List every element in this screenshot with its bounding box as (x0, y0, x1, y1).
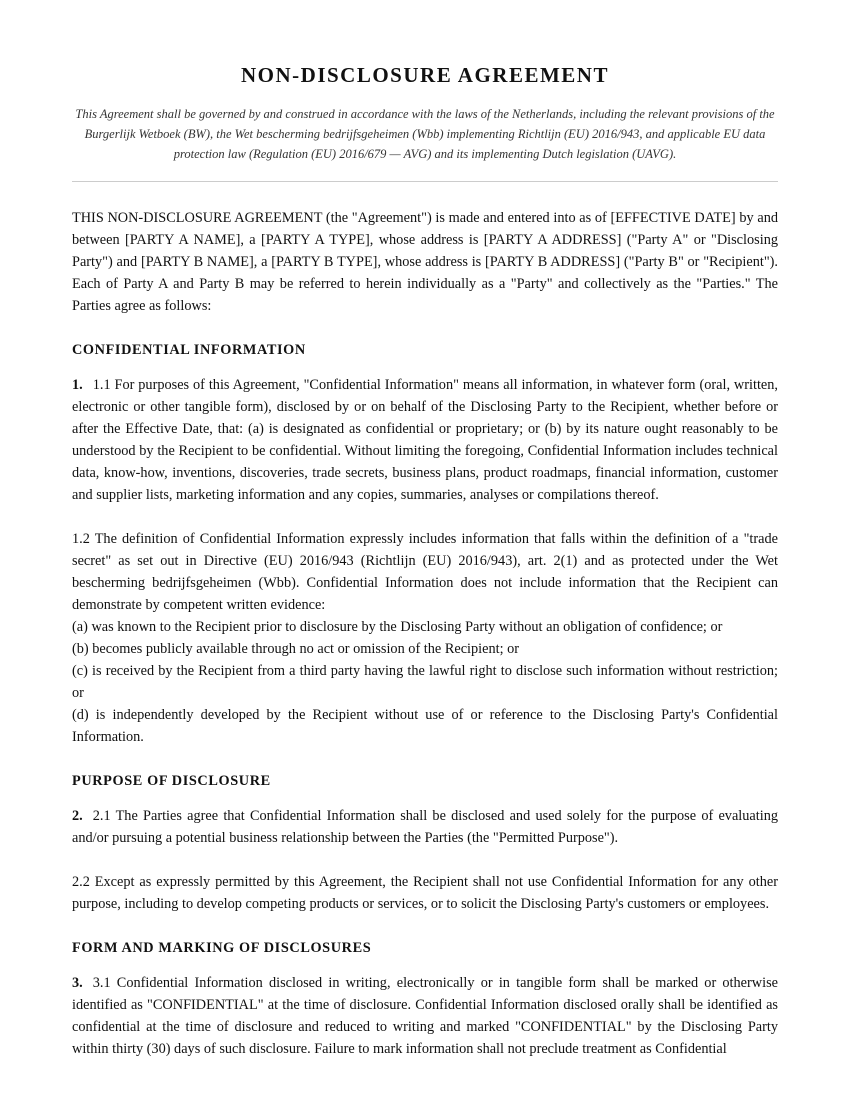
clause-text: 1.1 For purposes of this Agreement, "Confidential Information" means all information, in whatever form (oral, written, electronic or other tangible form), disclosed by or on behalf of the Disclosing Party to the Recipient, whether before or after the Effective Date, that: (a) is designated as confidential or proprietary; or (b) by its nature ought reasonably to be understood by the Recipient to be confidential. Without limiting the foregoing, Confidential Information includes technical data, know-how, inventions, discoveries, trade secrets, business plans, product roadmaps, financial information, customer and supplier lists, marketing information and any copies, summaries, analyses or compilations thereof. (72, 377, 778, 503)
document-title: NON-DISCLOSURE AGREEMENT (241, 63, 609, 87)
clause-text: 2.1 The Parties agree that Confidential Information shall be disclosed and used solely for the purpose of evaluating and/or pursuing a potential business relationship between the Parties (the "Permitted Purpose"). (72, 808, 778, 846)
clause-3-1 (72, 972, 778, 1060)
clause-number: 3. (72, 975, 83, 991)
clause-2-1 (72, 805, 778, 849)
document-page (72, 0, 778, 1060)
exception-item: (c) is received by the Recipient from a third party having the lawful right to disclose such information without restriction; or (72, 663, 778, 701)
clause-number: 1. (72, 377, 83, 393)
clause-2-2: 2.2 Except as expressly permitted by this Agreement, the Recipient shall not use Confidential Information for any other purpose, including to develop competing products or services, or to solicit the Disclosing Party's customers or employees. (72, 874, 778, 912)
exception-item: (b) becomes publicly available through no act or omission of the Recipient; or (72, 641, 520, 657)
intro-paragraph: THIS NON-DISCLOSURE AGREEMENT (the "Agreement") is made and entered into as of [EFFECTIVE DATE] by and between [PARTY A NAME], a [PARTY A TYPE], whose address is [PARTY A ADDRESS] ("Party A" or "Disclosing Party") and [PARTY B NAME], a [PARTY B TYPE], whose address is [PARTY B ADDRESS] ("Party B" or "Recipient"). Each of Party A and Party B may be referred to herein individually as a "Party" and collectively as the "Parties." The Parties agree as follows: (72, 210, 778, 314)
clause-1-1 (72, 374, 778, 506)
clause-text: 3.1 Confidential Information disclosed in writing, electronically or in tangible form shall be marked or otherwise identified as "CONFIDENTIAL" at the time of disclosure. Confidential Information disclosed orally shall be identified as confidential at the time of disclosure and reduced to writing and marked "CONFIDENTIAL" by the Disclosing Party within thirty (30) days of such disclosure. Failure to mark information shall not preclude treatment as Confidential (72, 975, 778, 1057)
section-heading-purpose-of-disclosure: PURPOSE OF DISCLOSURE (72, 773, 271, 789)
clause-1-2: 1.2 The definition of Confidential Information expressly includes information that falls within the definition of a "trade secret" as set out in Directive (EU) 2016/943 (Richtlijn (EU) 2016/943), art. 2(1) and as protected under the Wet bescherming bedrijfsgeheimen (Wbb). Confidential Information does not include information that the Recipient can demonstrate by competent written evidence: (72, 531, 778, 613)
governing-law-note: This Agreement shall be governed by and construed in accordance with the laws of the Netherlands, including the relevant provisions of the Burgerlijk Wetboek (BW), the Wet bescherming bedrijfsgeheimen (Wbb) implementing Richtlijn (EU) 2016/943, and applicable EU data protection law (Regulation (EU) 2016/679 — AVG) and its implementing Dutch legislation (UAVG). (75, 107, 775, 161)
clause-number: 2. (72, 808, 83, 824)
exception-item: (a) was known to the Recipient prior to disclosure by the Disclosing Party without an obligation of confidence; or (72, 619, 723, 635)
header-divider (72, 181, 778, 182)
section-heading-confidential-information: CONFIDENTIAL INFORMATION (72, 342, 306, 358)
section-heading-form-and-marking: FORM AND MARKING OF DISCLOSURES (72, 940, 372, 956)
exception-item: (d) is independently developed by the Recipient without use of or reference to the Disclosing Party's Confidential Information. (72, 707, 778, 745)
